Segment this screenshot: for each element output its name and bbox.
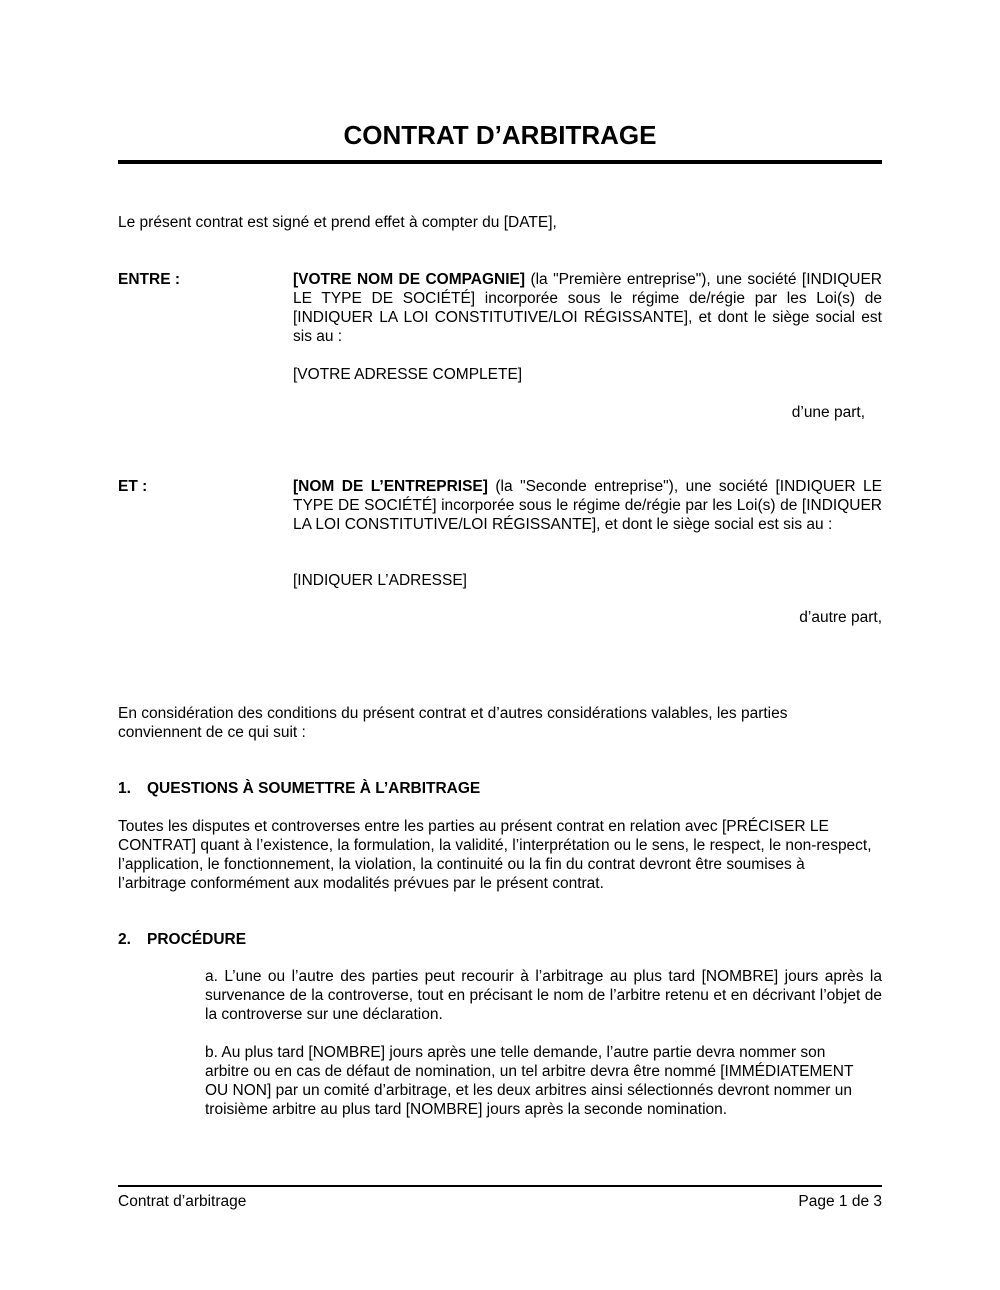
party1-address: [VOTRE ADRESSE COMPLETE] (293, 366, 523, 383)
footer-page-number: Page 1 de 3 (798, 1193, 882, 1210)
section-1-body: Toutes les disputes et controverses entre les parties au présent contrat en relation avec [PRÉCISER LE CONTRAT] quant à l’existence, la formulation, la validité, l’interprétation ou le sens, le respect, le non-respect, l’application, le fonctionnement, la violation, la continuité ou la fin du contrat devront être soumises à l’arbitrage conformément aux modalités prévues par le présent contrat. (118, 818, 872, 892)
footer-divider (118, 1185, 882, 1187)
document-title: CONTRAT D’ARBITRAGE (343, 120, 657, 150)
section-2-title: PROCÉDURE (147, 931, 247, 948)
section-2-heading (118, 930, 246, 949)
party2-label: ET : (118, 478, 148, 495)
party2-text: (la "Seconde entreprise"), une société [INDIQUER LE TYPE DE SOCIÉTÉ] incorporée sous le régime de/régie par les Loi(s) de [INDIQUER LA LOI CONSTITUTIVE/LOI RÉGISSANTE], et dont le siège social est sis au : (293, 478, 882, 533)
party1-name: [VOTRE NOM DE COMPAGNIE] (293, 271, 526, 288)
section-2-item-a: a. L’une ou l’autre des parties peut recourir à l’arbitrage au plus tard [NOMBRE] jours après la survenance de la controverse, tout en précisant le nom de l’arbitre retenu et en décrivant l’objet de la controverse sur une déclaration. (205, 968, 882, 1023)
section-1-heading (118, 779, 480, 798)
intro-paragraph: Le présent contrat est signé et prend effet à compter du [DATE], (118, 214, 557, 231)
party1-description (293, 270, 882, 346)
party2-closing: d’autre part, (799, 609, 882, 626)
page-footer (118, 1192, 882, 1211)
section-1-title: QUESTIONS À SOUMETTRE À L’ARBITRAGE (147, 780, 481, 797)
section-2-number: 2. (118, 931, 131, 948)
party1-closing: d’une part, (791, 404, 865, 421)
party2-address: [INDIQUER L’ADRESSE] (293, 572, 467, 589)
party1-text: (la "Première entreprise"), une société [INDIQUER LE TYPE DE SOCIÉTÉ] incorporée sous le régime de/régie par les Loi(s) de [INDIQUER LA LOI CONSTITUTIVE/LOI RÉGISSANTE], et dont le siège social est sis au : (293, 271, 882, 345)
party1-label: ENTRE : (118, 271, 180, 288)
party2-description (293, 477, 882, 534)
title-divider (118, 160, 882, 164)
consideration-paragraph: En considération des conditions du présent contrat et d’autres considérations valables, les parties conviennent de ce qui suit : (118, 705, 788, 741)
section-1-number: 1. (118, 780, 131, 797)
section-2-item-b: b. Au plus tard [NOMBRE] jours après une telle demande, l’autre partie devra nommer son arbitre ou en cas de défaut de nomination, un tel arbitre devra être nommé [IMMÉDIATEMENT OU NON] par un comité d’arbitrage, et les deux arbitres ainsi sélectionnés devront nommer un troisième arbitre au plus tard [NOMBRE] jours après la seconde nomination. (205, 1044, 854, 1118)
party2-name: [NOM DE L’ENTREPRISE] (293, 478, 488, 495)
footer-document-name: Contrat d’arbitrage (118, 1193, 247, 1210)
